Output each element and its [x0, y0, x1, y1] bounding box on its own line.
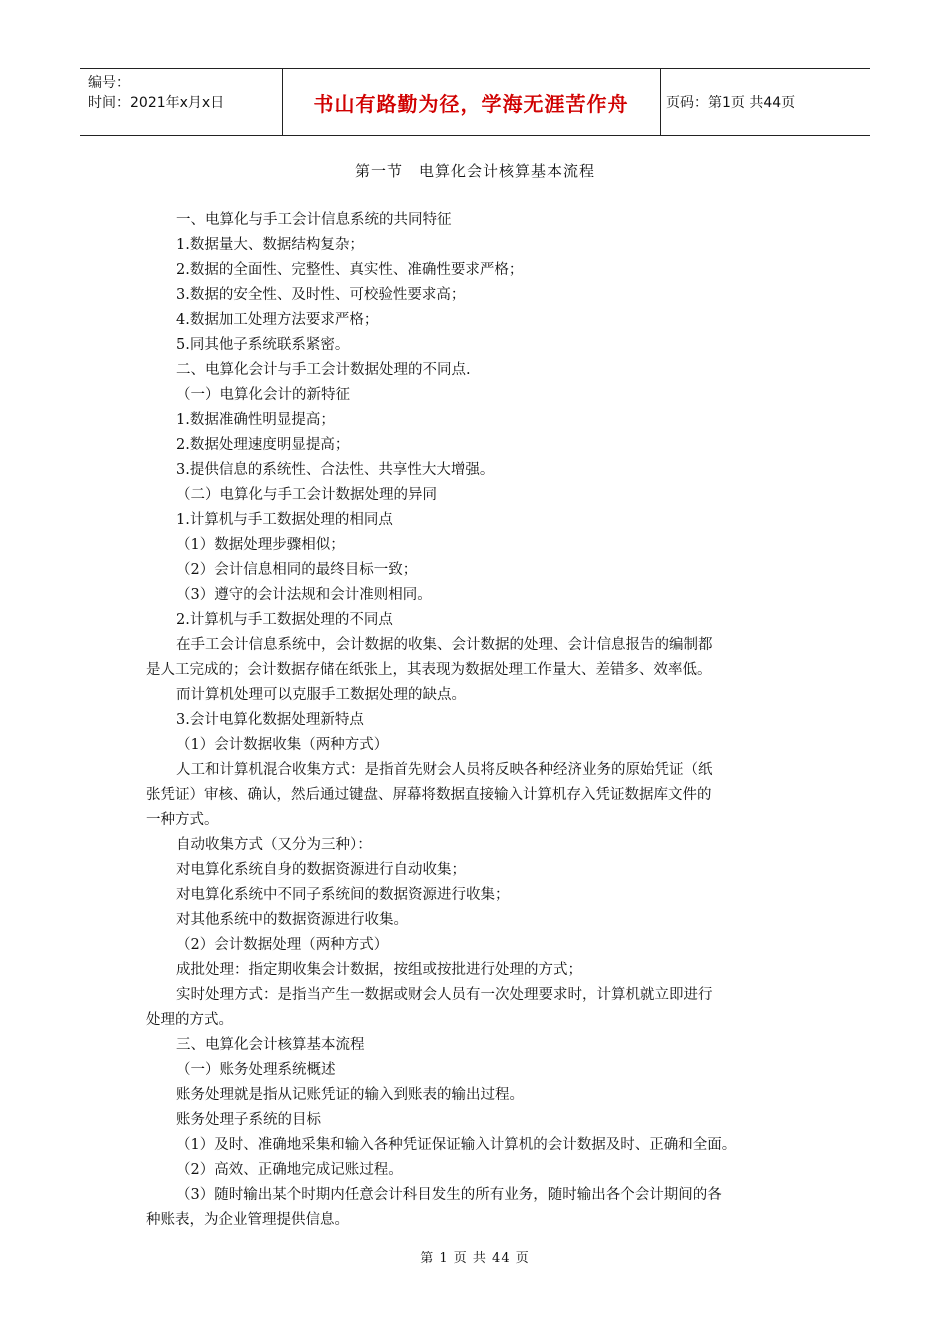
section-title: 第一节 电算化会计核算基本流程 [354, 162, 595, 180]
list-item: （1）及时、准确地采集和输入各种凭证保证输入计算机的会计数据及时、正确和全面。 [176, 1137, 737, 1153]
heading-3: 三、电算化会计核算基本流程 [176, 1037, 365, 1053]
paragraph: 成批处理：指定期收集会计数据，按组或按批进行处理的方式； [176, 962, 582, 978]
list-item: （1）数据处理步骤相似； [176, 537, 345, 553]
list-item: （2）会计信息相同的最终目标一致； [176, 562, 418, 578]
paragraph: 而计算机处理可以克服手工数据处理的缺点。 [176, 687, 466, 703]
document-number-label: 编号： [88, 75, 130, 91]
paragraph-continuation: 是人工完成的；会计数据存储在纸张上，其表现为数据处理工作量大、差错多、效率低。 [146, 662, 712, 678]
list-item: 3.提供信息的系统性、合法性、共享性大大增强。 [176, 462, 495, 478]
paragraph: 人工和计算机混合收集方式：是指首先财会人员将反映各种经济业务的原始凭证（纸 [176, 762, 713, 778]
heading-2: 二、电算化会计与手工会计数据处理的不同点. [176, 362, 471, 378]
paragraph-continuation: 处理的方式。 [146, 1012, 233, 1028]
subheading: （二）电算化与手工会计数据处理的异同 [176, 487, 437, 503]
paragraph: 对电算化系统中不同子系统间的数据资源进行收集； [176, 887, 510, 903]
paragraph: 自动收集方式（又分为三种）： [176, 837, 372, 853]
paragraph: 实时处理方式：是指当产生一数据或财会人员有一次处理要求时，计算机就立即进行 [176, 987, 713, 1003]
page-header [80, 68, 870, 136]
list-item: （1）会计数据收集（两种方式） [176, 737, 389, 753]
list-item: （2）高效、正确地完成记账过程。 [176, 1162, 403, 1178]
page-footer: 第 1 页 共 44 页 [420, 1251, 530, 1266]
list-item: 3.会计电算化数据处理新特点 [176, 712, 364, 728]
list-item: 2.数据处理速度明显提高； [176, 437, 350, 453]
list-item: （2）会计数据处理（两种方式） [176, 937, 389, 953]
list-item: 2.数据的全面性、完整性、真实性、准确性要求严格； [176, 262, 524, 278]
list-item: （3）遵守的会计法规和会计准则相同。 [176, 587, 432, 603]
subheading: （一）电算化会计的新特征 [176, 387, 350, 403]
header-divider-right [660, 69, 661, 135]
paragraph: 对电算化系统自身的数据资源进行自动收集； [176, 862, 466, 878]
paragraph-continuation: 一种方式。 [146, 812, 219, 828]
paragraph-continuation: 张凭证）审核、确认，然后通过键盘、屏幕将数据直接输入计算机存入凭证数据库文件的 [146, 787, 712, 803]
subheading: （一）账务处理系统概述 [176, 1062, 336, 1078]
header-divider-left [282, 69, 283, 135]
list-item: 1.计算机与手工数据处理的相同点 [176, 512, 393, 528]
header-motto: 书山有路勤为径，学海无涯苦作舟 [313, 91, 629, 116]
paragraph: 账务处理子系统的目标 [176, 1112, 321, 1128]
list-item: （3）随时输出某个时期内任意会计科目发生的所有业务，随时输出各个会计期间的各 [176, 1187, 722, 1203]
document-date: 时间：2021年x月x日 [88, 95, 225, 111]
paragraph-continuation: 种账表，为企业管理提供信息。 [146, 1212, 349, 1228]
document-body [146, 208, 816, 1233]
list-item: 5.同其他子系统联系紧密。 [176, 337, 350, 353]
list-item: 1.数据量大、数据结构复杂； [176, 237, 364, 253]
header-page-info: 页码：第1页 共44页 [666, 95, 796, 111]
paragraph: 在手工会计信息系统中，会计数据的收集、会计数据的处理、会计信息报告的编制都 [176, 637, 713, 653]
heading-1: 一、电算化与手工会计信息系统的共同特征 [176, 212, 452, 228]
paragraph: 对其他系统中的数据资源进行收集。 [176, 912, 408, 928]
list-item: 4.数据加工处理方法要求严格； [176, 312, 379, 328]
paragraph: 账务处理就是指从记账凭证的输入到账表的输出过程。 [176, 1087, 524, 1103]
list-item: 1.数据准确性明显提高； [176, 412, 335, 428]
list-item: 3.数据的安全性、及时性、可校验性要求高； [176, 287, 466, 303]
header-meta [88, 73, 278, 113]
list-item: 2.计算机与手工数据处理的不同点 [176, 612, 393, 628]
